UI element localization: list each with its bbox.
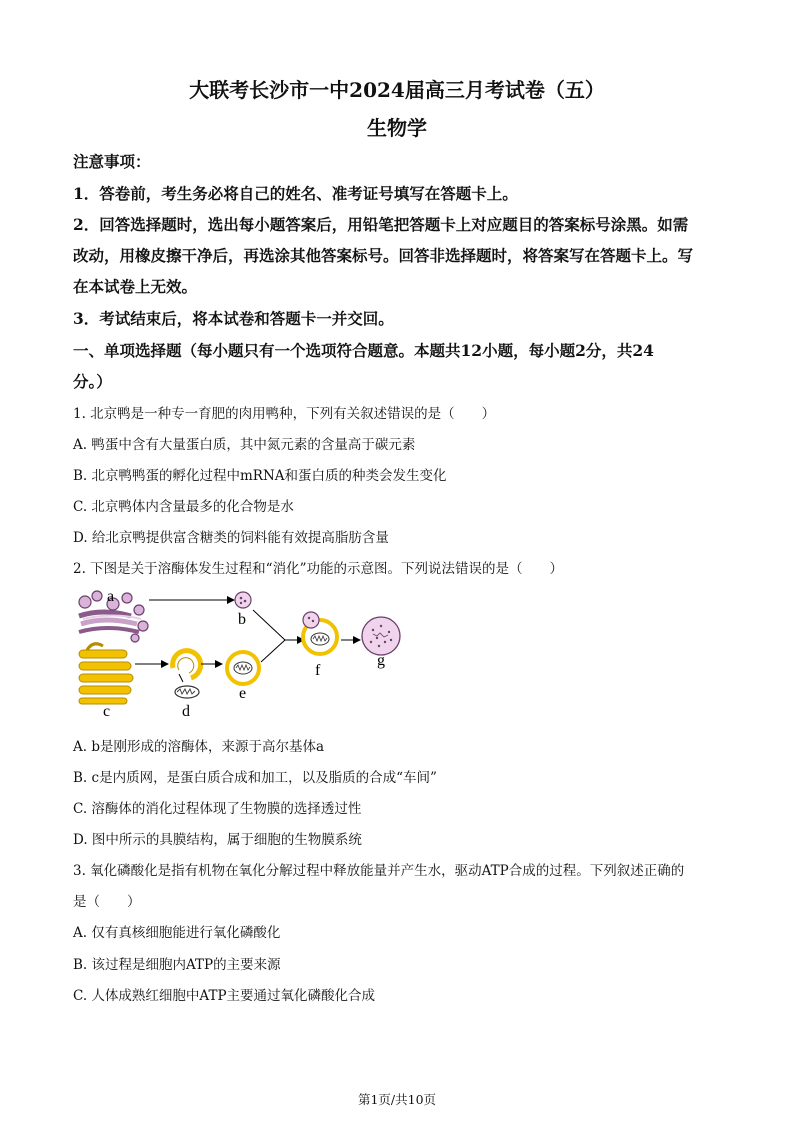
q3-stem-cont: 是（ ）: [73, 894, 141, 910]
subject-title: 生物学: [367, 116, 427, 140]
q3-stem: 3. 氧化磷酸化是指有机物在氧化分解过程中释放能量并产生水，驱动ATP合成的过程。下列叙述正确的: [73, 863, 685, 879]
page-number: 第1页/共10页: [357, 1092, 437, 1107]
q2-option-a: A. b是刚形成的溶酶体，来源于高尔基体a: [73, 739, 325, 755]
q1-option-c: C. 北京鸭体内含量最多的化合物是水: [73, 499, 294, 515]
q3-option-b: B. 该过程是细胞内ATP的主要来源: [73, 957, 281, 973]
notes-line: 1．答卷前，考生务必将自己的姓名、准考证号填写在答题卡上。: [73, 184, 518, 203]
label-e: e: [239, 685, 247, 702]
lysosome-b: [235, 592, 251, 608]
residual-body-g: [362, 617, 400, 655]
label-f: f: [315, 662, 321, 679]
q3-option-c: C. 人体成熟红细胞中ATP主要通过氧化磷酸化合成: [73, 988, 376, 1004]
label-a: a: [107, 588, 115, 605]
autolysosome-f: [303, 612, 337, 654]
q2-option-b: B. c是内质网，是蛋白质合成和加工，以及脂质的合成“车间”: [73, 770, 437, 786]
q1-option-d: D. 给北京鸭提供富含糖类的饲料能有效提高脂肪含量: [73, 530, 389, 546]
label-c: c: [103, 703, 111, 720]
notes-line: 改动，用橡皮擦干净后，再选涂其他答案标号。回答非选择题时，将答案写在答题卡上。写: [73, 246, 694, 265]
notes-heading: 注意事项：: [73, 152, 151, 171]
label-d: d: [182, 703, 190, 720]
notes-line: 在本试卷上无效。: [73, 277, 198, 296]
section-heading: 一、单项选择题（每小题只有一个选项符合题意。本题共12小题，每小题2分，共24: [73, 341, 654, 360]
phagophore: [173, 651, 201, 678]
section-heading-cont: 分。）: [73, 372, 112, 391]
mitochondrion-d: [175, 686, 199, 698]
exam-title: 大联考长沙市一中2024届高三月考试卷（五）: [189, 78, 605, 102]
label-b: b: [238, 611, 246, 628]
endoplasmic-reticulum: [79, 644, 133, 704]
q1-option-b: B. 北京鸭鸭蛋的孵化过程中mRNA和蛋白质的种类会发生变化: [73, 468, 447, 484]
q1-stem: 1. 北京鸭是一种专一育肥的肉用鸭种，下列有关叙述错误的是（ ）: [73, 406, 496, 422]
q1-option-a: A. 鸭蛋中含有大量蛋白质，其中氮元素的含量高于碳元素: [73, 437, 416, 453]
autophagosome-e: [227, 652, 259, 684]
q3-option-a: A. 仅有真核细胞能进行氧化磷酸化: [73, 925, 281, 941]
notes-line: 2．回答选择题时，选出每小题答案后，用铅笔把答题卡上对应题目的答案标号涂黑。如需: [73, 215, 689, 234]
lysosome-diagram: [73, 586, 418, 720]
q2-option-d: D. 图中所示的具膜结构，属于细胞的生物膜系统: [73, 832, 362, 848]
q2-stem: 2. 下图是关于溶酶体发生过程和“消化”功能的示意图。下列说法错误的是（ ）: [73, 561, 563, 577]
notes-line: 3．考试结束后，将本试卷和答题卡一并交回。: [73, 309, 394, 328]
q2-option-c: C. 溶酶体的消化过程体现了生物膜的选择透过性: [73, 801, 362, 817]
label-g: g: [377, 652, 385, 669]
